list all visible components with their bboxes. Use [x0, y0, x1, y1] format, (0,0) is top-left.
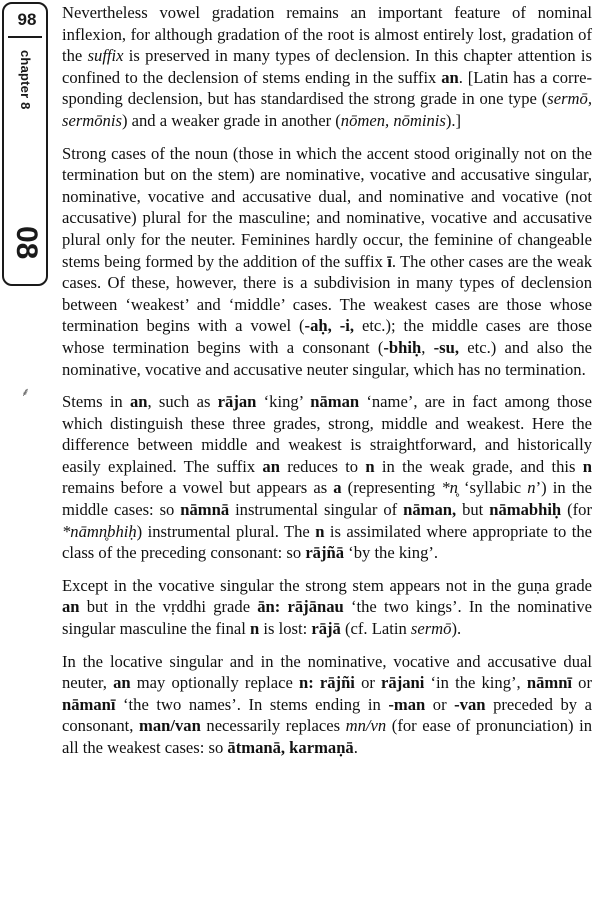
- text-run: In the locative singular and in the nominative, vocative and accusative dual neuter,: [62, 651, 592, 693]
- text-run: Strong cases of the noun (those in which the accent stood originally not on the termination but on the stem) are nominative, vocative and accusative singular, nominative, vocative and accusative dual, and nominative and vocative (not accusative) plural for the masculine; and nominative, vocative and accusative plural only for the neuter. Feminines hardly occur, the feminine of changeable stems being formed by the addition of the suffix: [62, 143, 592, 271]
- text-run: ‘syllabic: [457, 478, 528, 498]
- text-run: or: [354, 673, 382, 693]
- paragraph-1: [62, 2, 592, 132]
- text-run: .: [353, 738, 358, 757]
- text-run: ‘king’: [256, 392, 311, 412]
- text-run: but: [456, 500, 490, 520]
- text-run: (cf. Latin: [340, 619, 411, 639]
- page-number: 98: [17, 10, 37, 29]
- bold-term: n: [315, 521, 325, 541]
- text-run: instrumental singular of: [229, 500, 404, 520]
- italic-term: *n̥: [441, 478, 458, 498]
- italic-term: n: [527, 478, 536, 498]
- text-run: (for: [561, 500, 592, 520]
- italic-term: nōmen, nōminis: [340, 110, 446, 130]
- text-run: remains before a vowel but appears as: [62, 478, 334, 498]
- bold-term: an: [62, 597, 80, 617]
- bold-term: n: [582, 456, 592, 476]
- bold-term: a: [333, 478, 342, 498]
- italic-term: suffix: [87, 46, 124, 66]
- bold-term: -aḥ, -i,: [304, 316, 354, 336]
- bold-term: n: [250, 619, 260, 639]
- text-run: preceded by a consonant,: [62, 694, 593, 736]
- text-run: ‘name’, are in fact among those which distinguish these three grades, strong, middle and weakest. Here the difference between middle and weakest is straightforward, and historically easily explained. The suffix: [62, 392, 592, 476]
- chapter-number: 08: [10, 226, 43, 260]
- italic-term: sermō, sermōnis: [62, 89, 592, 130]
- bold-term: nāmabhiḥ: [489, 500, 562, 520]
- text-run: . [Latin has a corresponding declension, but has standardised the strong grade in one type (: [62, 67, 592, 109]
- bold-term: man/van: [139, 716, 201, 736]
- bold-term: rājā: [311, 619, 341, 639]
- text-run: is assimilated where appropriate to the class of the preceding consonant: so: [62, 521, 592, 563]
- text-run: (for ease of pronunciation) in all the weakest cases: so: [62, 716, 593, 757]
- bold-term: rājānau: [287, 597, 344, 617]
- bold-term: nāmnī: [526, 673, 573, 693]
- text-run: reduces to: [279, 456, 366, 476]
- bold-term: rājñā: [305, 543, 345, 563]
- paragraph-3: [62, 391, 592, 564]
- chapter-side-tab: [2, 2, 48, 286]
- body-text: [62, 2, 592, 770]
- italic-term: sermō: [410, 619, 452, 639]
- bold-term: ī: [387, 251, 392, 271]
- text-run: Except in the vocative singular the strong stem appears not in the guṇa grade: [62, 575, 592, 595]
- text-run: , such as: [147, 392, 218, 412]
- bold-term: -man: [388, 694, 426, 714]
- text-run: but in the vṛddhi grade: [79, 597, 258, 617]
- text-run: in the weak grade, and this: [374, 456, 583, 476]
- text-run: (representing: [341, 478, 442, 498]
- paragraph-5: [62, 651, 592, 759]
- bold-term: an: [262, 456, 280, 476]
- bold-term: n:: [298, 673, 314, 693]
- bold-term: -van: [454, 694, 486, 714]
- text-run: . The other cases are the weak cases. Of these, however, there is a subdivision in many types of declension between ‘weakest’ and ‘middle’ cases. The weakest cases are those whose termination begins with a vowel (: [62, 251, 592, 336]
- paragraph-2: [62, 143, 592, 381]
- bold-term: ān:: [257, 597, 281, 617]
- bold-term: rājñi: [319, 673, 355, 693]
- margin-mark: ⸙: [21, 385, 31, 399]
- text-run: [280, 597, 287, 616]
- text-run: ‘the two names’. In stems ending in: [115, 694, 389, 714]
- bold-term: -bhiḥ: [383, 337, 422, 357]
- bold-term: nāmnā: [180, 500, 230, 520]
- text-run: ).: [451, 619, 462, 639]
- italic-term: *nāmn̥bhiḥ: [62, 521, 137, 541]
- bold-term: an: [129, 392, 148, 412]
- text-run: or: [572, 673, 592, 693]
- chapter-label: chapter 8: [18, 50, 33, 110]
- text-run: ).]: [445, 110, 462, 130]
- text-run: is preserved in many types of declension. In this chapter attention is confined to the declension of stems ending in the suffix: [62, 46, 592, 87]
- text-run: Nevertheless vowel gradation remains an important feature of nominal inflexion, for although gradation of the root is almost entirely lost, gradation of the: [62, 3, 592, 66]
- text-run: etc.); the middle cases are those whose termination begins with a consonant (: [62, 316, 593, 357]
- text-run: Stems in: [62, 392, 130, 412]
- bold-term: rājani: [381, 673, 425, 693]
- bold-term: ātmanā, karmaṇā: [227, 738, 354, 757]
- text-run: is lost:: [259, 619, 312, 639]
- text-run: or: [425, 694, 455, 714]
- text-run: ’) in the middle cases: so: [62, 478, 593, 520]
- text-run: etc.) and also the nominative, vocative and accusative neuter singular, which has no termination.: [62, 337, 592, 379]
- bold-term: an: [113, 673, 131, 693]
- text-run: ) instrumental plural. The: [136, 521, 316, 541]
- bold-term: n: [365, 456, 375, 476]
- text-run: ‘the two kings’. In the nominative singular masculine the final: [62, 597, 592, 639]
- bold-term: rājan: [217, 392, 257, 412]
- italic-term: mn/vn: [345, 716, 387, 736]
- text-run: ‘in the king’,: [424, 673, 527, 693]
- bold-term: an: [441, 67, 459, 87]
- bold-term: nāman: [310, 392, 360, 412]
- bold-term: -su,: [433, 337, 460, 357]
- bold-term: nāman,: [403, 500, 457, 520]
- text-run: necessarily replaces: [200, 716, 346, 736]
- bold-term: nāmanī: [62, 694, 116, 714]
- text-run: may optionally replace: [130, 673, 299, 693]
- text-run: ‘by the king’.: [344, 543, 439, 563]
- paragraph-4: [62, 575, 592, 640]
- text-run: ,: [421, 337, 434, 357]
- tab-divider: [8, 36, 42, 38]
- text-run: ) and a weaker grade in another (: [121, 110, 341, 130]
